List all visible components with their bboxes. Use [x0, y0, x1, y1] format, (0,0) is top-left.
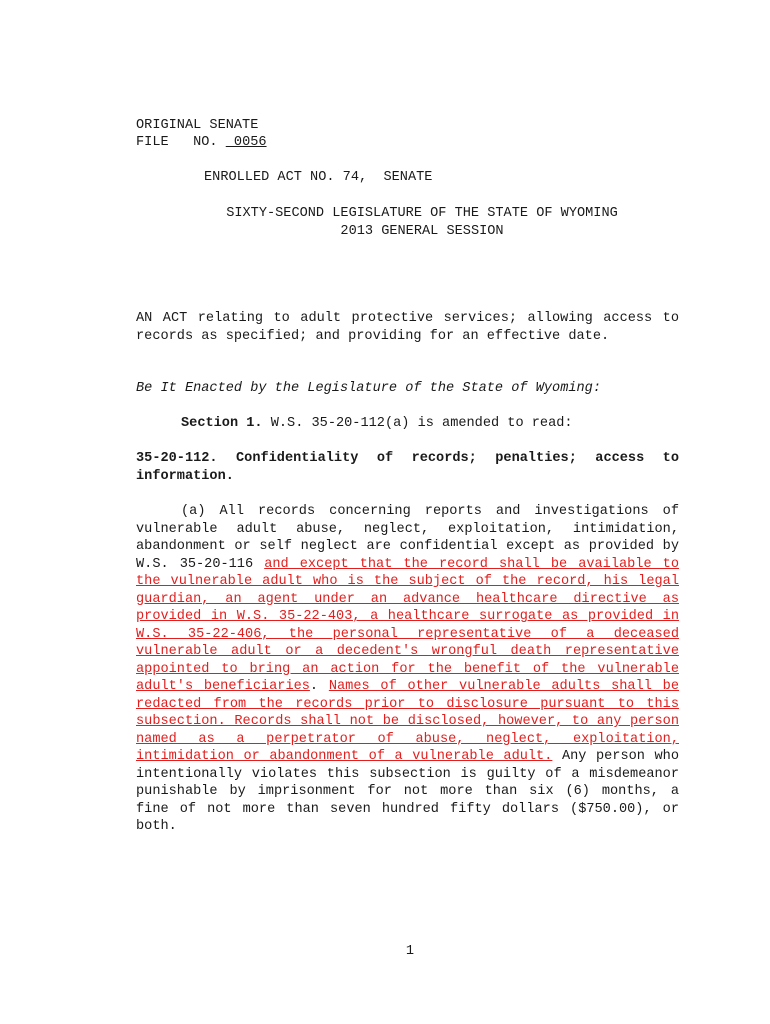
- original-senate-label: ORIGINAL SENATE: [136, 118, 259, 133]
- subsection-a: [136, 503, 679, 836]
- section-1-label: Section 1.: [181, 416, 263, 431]
- page-number: 1: [405, 944, 415, 959]
- subsection-a-tail: Any person who intentionally violates this subsection is guilty of a misdemeanor punishable by imprisonment for not more than six (6) months, a fine of not more than seven hundred fifty dollars ($750.00), or both.: [136, 749, 679, 834]
- file-number-line: [136, 134, 267, 151]
- enacting-clause: Be It Enacted by the Legislature of the State of Wyoming:: [136, 381, 601, 396]
- file-label: FILE NO.: [136, 135, 218, 150]
- act-title: AN ACT relating to adult protective services; allowing access to records as specified; and providing for an effective date.: [136, 311, 679, 344]
- subsection-a-between: .: [309, 679, 329, 694]
- statute-heading: 35-20-112. Confidentiality of records; penalties; access to information.: [136, 451, 679, 484]
- legislature-line: SIXTY-SECOND LEGISLATURE OF THE STATE OF WYOMING: [226, 206, 618, 221]
- legislature-heading: [204, 205, 640, 240]
- subsection-a-lead: (a) All records concerning reports and investigations of vulnerable adult abuse, neglect, exploitation, intimidation, abandonment or self neglect are confidential except as provided by W.S. 35-20-116: [136, 504, 679, 572]
- section-1: [136, 415, 679, 433]
- section-1-text: W.S. 35-20-112(a) is amended to read:: [262, 416, 573, 431]
- inserted-text-1: and except that the record shall be available to the vulnerable adult who is the subject of the record, his legal guardian, an agent under an advance healthcare directive as provided in W.S. 35-22-403, a healthcare surrogate as provided in W.S. 35-22-406, the personal representative of a deceased vulnerable adult or a decedent's wrongful death representative appointed to bring an action for the benefit of the vulnerable adult's beneficiaries: [136, 556, 679, 694]
- enrolled-act-number: ENROLLED ACT NO. 74, SENATE: [204, 170, 433, 185]
- session-line: 2013 GENERAL SESSION: [340, 223, 504, 239]
- inserted-text-2: Names of other vulnerable adults shall be redacted from the records prior to disclosure pursuant to this subsection. Records shall not be disclosed, however, to any person named as a perpetrator of abuse, neglect, exploitation, intimidation or abandonment of a vulnerable adult.: [136, 679, 679, 764]
- file-number: 0056: [225, 135, 267, 150]
